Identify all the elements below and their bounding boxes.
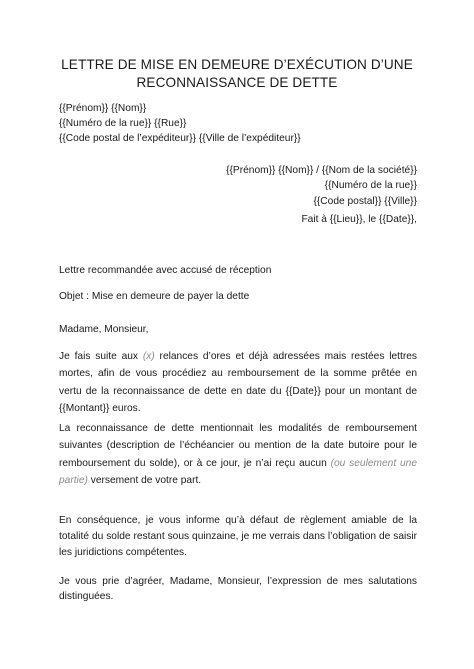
recipient-city: {{Code postal}} {{Ville}} (313, 195, 417, 207)
place-date-line: Fait à {{Lieu}}, le {{Date}}, (301, 214, 417, 225)
para2-text-before: La reconnaissance de dette mentionnait les modalités de remboursement suivantes (description de l’échéancier ou mention de la date butoire pour le remboursement du solde), or à ce jour, je n’ai reçu aucun (59, 423, 417, 469)
para2-text-after: versement de votre part. (87, 474, 202, 486)
closing-formula: Je vous prie d’agréer, Madame, Monsieur, l’expression de mes salutations distinguées. (59, 576, 417, 603)
title-line-2: RECONNAISSANCE DE DETTE (136, 75, 338, 90)
relance-count-placeholder: (x) (142, 351, 155, 362)
partial-payment-option: (ou seulement une partie) (59, 457, 417, 486)
sender-address (59, 101, 301, 147)
delivery-mode: Lettre recommandée avec accusé de réception (59, 265, 272, 276)
para1-text-after: relances d’ores et déjà adressées mais restées lettres mortes, afin de vous procédiez au remboursement de la somme prêtée en vertu de la reconnaissance de dette en date du {{Date}} pour un montant de {{Montant}} euros. (59, 351, 417, 414)
subject-line: Objet : Mise en demeure de payer la dette (59, 291, 250, 302)
para1-text-before: Je fais suite aux (59, 351, 143, 362)
title-line-1: LETTRE DE MISE EN DEMEURE D’EXÉCUTION D’UNE (61, 57, 413, 72)
sender-street: {{Numéro de la rue}} {{Rue}} (59, 118, 187, 130)
recipient-address (226, 163, 417, 209)
sender-city: {{Code postal de l’expéditeur}} {{Ville de l’expéditeur}} (59, 133, 301, 145)
paragraph-consequence: En conséquence, je vous informe qu’à défaut de règlement amiable de la totalité du solde restant sous quinzaine, je me verrais dans l’obligation de saisir les juridictions compétentes. (59, 515, 417, 558)
paragraph-relances (59, 348, 417, 417)
recipient-name: {{Prénom}} {{Nom}} / {{Nom de la société}} (226, 165, 417, 176)
recipient-street: {{Numéro de la rue}} (324, 180, 417, 192)
paragraph-modalites (59, 420, 417, 489)
sender-name: {{Prénom}} {{Nom}} (59, 103, 147, 114)
salutation: Madame, Monsieur, (59, 324, 149, 335)
letter-title (40, 56, 434, 92)
